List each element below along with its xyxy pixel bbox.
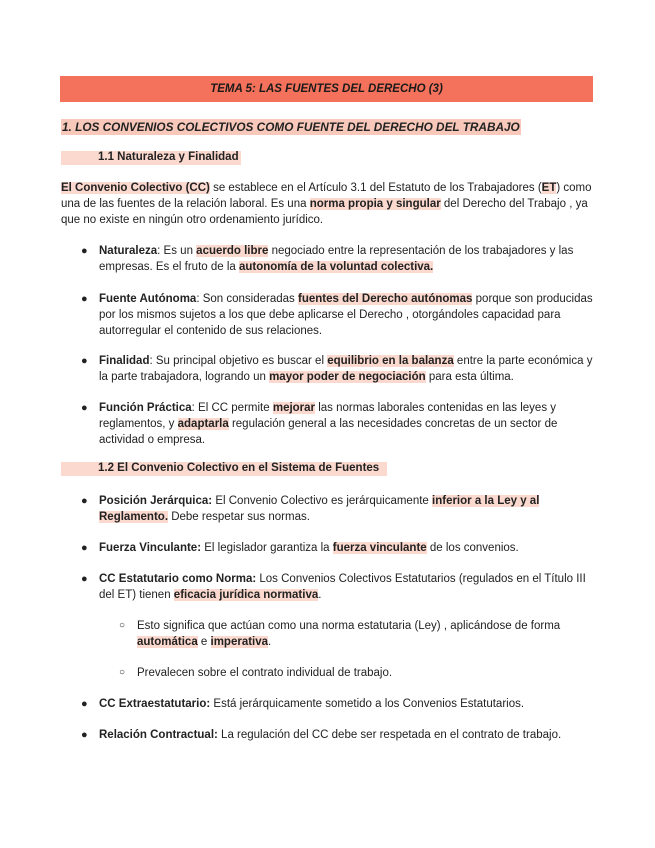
text: . <box>318 589 322 601</box>
text: La regulación del CC debe ser respetada en el contrato de trabajo. <box>217 729 562 741</box>
circle-bullet-icon: ○ <box>119 667 126 678</box>
bullet-icon: ● <box>81 729 88 741</box>
text: las normas laborales contenidas en las leyes y reglamentos, y <box>99 402 557 430</box>
item-label: Fuerza Vinculante: <box>99 542 202 554</box>
bullet-icon: ● <box>81 293 88 305</box>
item-label: Finalidad <box>99 355 150 367</box>
bullet-icon: ● <box>81 402 88 414</box>
circle-bullet-icon: ○ <box>119 620 126 631</box>
highlight: automática <box>137 636 198 648</box>
term-norma: norma propia y singular <box>309 198 441 210</box>
list-item <box>81 353 599 385</box>
bullet-icon: ● <box>81 542 88 554</box>
text: porque son producidas por los mismos sujetos a los que debe aplicarse el Derecho , otorgándoles capacidad para autorregular el contenido de sus relaciones. <box>99 293 593 337</box>
section-heading: 1. LOS CONVENIOS COLECTIVOS COMO FUENTE DEL DERECHO DEL TRABAJO <box>62 120 520 134</box>
highlight: fuentes del Derecho autónomas <box>297 293 473 305</box>
item-label: CC Extraestatutario: <box>99 698 211 710</box>
item-label: Posición Jerárquica: <box>99 495 213 507</box>
text: : El CC permite <box>191 402 273 414</box>
highlight: mejorar <box>272 402 316 414</box>
list-item <box>81 696 599 712</box>
text: : Es un <box>157 245 197 257</box>
highlight: eficacia jurídica normativa <box>173 589 319 601</box>
term-et: ET <box>541 182 557 194</box>
text: Debe respetar sus normas. <box>168 511 310 523</box>
highlight: inferior a la Ley y al Reglamento. <box>99 495 540 523</box>
list-item <box>81 243 599 275</box>
highlight: fuerza vinculante <box>332 542 427 554</box>
highlight: autonomía de la voluntad colectiva. <box>238 261 434 273</box>
text: : Son consideradas <box>196 293 298 305</box>
bullet-icon: ● <box>81 573 88 585</box>
text: entre la parte económica y la parte trabajadora, logrando un <box>99 355 593 383</box>
text: Los Convenios Colectivos Estatutarios (regulados en el Título III del ET) tienen <box>99 573 586 601</box>
item-label: CC Estatutario como Norma: <box>99 573 257 585</box>
item-label: Fuente Autónoma <box>99 293 197 305</box>
text: ) como una de las fuentes de la relación laboral. Es una <box>61 182 592 210</box>
subsection-heading-1 <box>61 151 241 165</box>
text: regulación general a las necesidades concretas de un sector de actividad o empresa. <box>99 418 558 446</box>
text: de los convenios. <box>426 542 519 554</box>
highlight: adaptarla <box>177 418 229 430</box>
item-label: Relación Contractual: <box>99 729 218 741</box>
highlight: acuerdo libre <box>196 245 269 257</box>
term-cc: El Convenio Colectivo (CC) <box>61 182 210 194</box>
title-banner <box>60 76 593 102</box>
intro-paragraph <box>61 180 601 228</box>
text: Prevalecen sobre el contrato individual de trabajo. <box>137 667 393 679</box>
bullet-icon: ● <box>81 355 88 367</box>
item-label: Función Práctica <box>99 402 192 414</box>
bullet-icon: ● <box>81 698 88 710</box>
text: para esta última. <box>425 371 514 383</box>
list-item <box>81 493 599 525</box>
highlight: imperativa <box>210 636 269 648</box>
highlight: equilibrio en la balanza <box>327 355 454 367</box>
list-item <box>81 571 599 603</box>
text: : Su principal objetivo es buscar el <box>149 355 328 367</box>
highlight: mayor poder de negociación <box>269 371 426 383</box>
text: del Derecho del Trabajo , ya que no existe en ningún otro ordenamiento jurídico. <box>61 198 588 226</box>
text: negociado entre la representación de los trabajadores y las empresas. Es el fruto de la <box>99 245 574 273</box>
text: El legislador garantiza la <box>201 542 333 554</box>
subsection-title: 1.2 El Convenio Colectivo en el Sistema de Fuentes <box>98 462 380 474</box>
sub-list-item <box>119 618 597 650</box>
text: Esto significa que actúan como una norma estatutaria (Ley) , aplicándose de forma <box>137 620 561 632</box>
text: se establece en el Artículo 3.1 del Estatuto de los Trabajadores ( <box>209 182 542 194</box>
text: El Convenio Colectivo es jerárquicamente <box>212 495 433 507</box>
text: . <box>268 636 272 648</box>
subsection-title: 1.1 Naturaleza y Finalidad <box>98 151 239 163</box>
item-label: Naturaleza <box>99 245 158 257</box>
list-item <box>81 727 599 743</box>
sub-list-item <box>119 665 597 681</box>
text: e <box>197 636 211 648</box>
subsection-heading-2 <box>61 462 387 476</box>
list-item <box>81 540 599 556</box>
list-item <box>81 400 599 448</box>
list-item <box>81 291 599 339</box>
text: Está jerárquicamente sometido a los Convenios Estatutarios. <box>210 698 525 710</box>
bullet-icon: ● <box>81 495 88 507</box>
page-title: TEMA 5: LAS FUENTES DEL DERECHO (3) <box>210 83 443 95</box>
bullet-icon: ● <box>81 245 88 257</box>
